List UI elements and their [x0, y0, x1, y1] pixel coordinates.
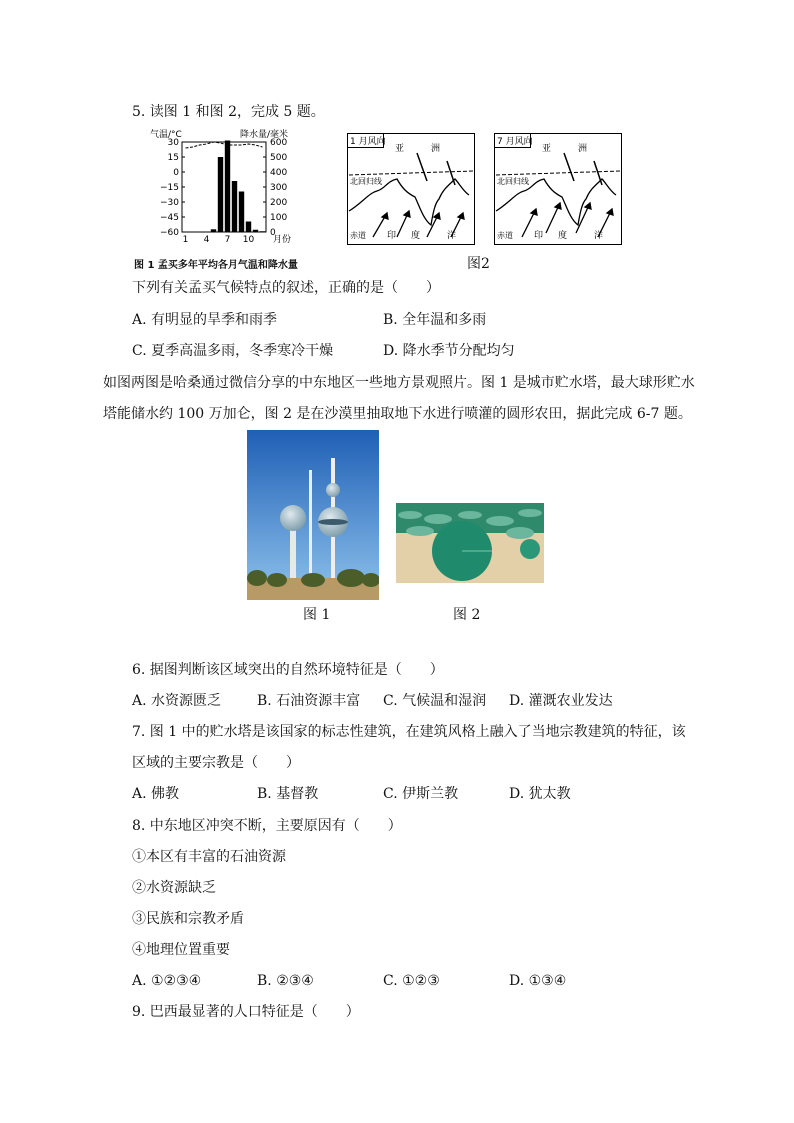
map-jul-ocean1: 印	[534, 231, 544, 241]
left-tick-label: −45	[160, 213, 179, 223]
map-jan-title: 1 月风向	[350, 137, 386, 147]
precip-bar	[246, 222, 251, 233]
right-axis-label: 降水量/毫米	[240, 130, 289, 140]
q7-line2: 区域的主要宗教是（ ）	[132, 755, 300, 771]
q8-stem: 8. 中东地区冲突不断，主要原因有（ ）	[132, 818, 402, 834]
map-jul-equator: 赤道	[497, 231, 513, 240]
right-tick-label: 200	[270, 198, 288, 208]
right-tick-label: 400	[270, 168, 288, 178]
q8-option-c: C. ①②③	[383, 973, 440, 989]
q8-option-a: A. ①②③④	[132, 973, 202, 989]
q5-stem: 5. 读图 1 和图 2，完成 5 题。	[132, 104, 325, 120]
x-tick-label: 4	[203, 235, 210, 245]
photo-circular-fields	[396, 503, 544, 583]
q7-option-d: D. 犹太教	[509, 786, 571, 802]
map-jan-asia2: 洲	[431, 144, 441, 154]
q8-item-2: ②水资源缺乏	[132, 880, 216, 896]
q7-option-a: A. 佛教	[132, 786, 180, 802]
left-axis-label: 气温/°C	[150, 130, 182, 140]
q9-stem: 9. 巴西最显著的人口特征是（ ）	[132, 1004, 360, 1020]
map-jan-ocean3: 洋	[447, 231, 457, 241]
right-tick-label: 500	[270, 153, 288, 163]
map-january	[347, 133, 475, 245]
left-tick-label: −15	[160, 183, 179, 193]
map-jul-asia: 亚	[542, 144, 552, 154]
map-jul-asia2: 洲	[578, 144, 588, 154]
precip-bar	[218, 157, 223, 232]
fig1-caption: 图 1 孟买多年平均各月气温和降水量	[134, 260, 298, 271]
map-jul-title: 7 月风向	[497, 137, 533, 147]
q7-option-c: C. 伊斯兰教	[383, 786, 459, 802]
map-jan-tropic: 北回归线	[350, 177, 382, 186]
photo2-caption: 图 2	[453, 607, 481, 623]
left-tick-label: 15	[167, 153, 179, 163]
x-tick-label: 1	[182, 235, 189, 245]
q7-option-b: B. 基督教	[257, 786, 319, 802]
photo-water-towers	[247, 430, 379, 600]
q8-option-b: B. ②③④	[257, 973, 314, 989]
temperature-line	[186, 142, 263, 148]
left-tick-label: −60	[160, 228, 179, 238]
intro-line1: 如图两图是哈桑通过微信分享的中东地区一些地方景观照片。图 1 是城市贮水塔，最大球形贮水	[103, 375, 695, 391]
map-jan-equator: 赤道	[350, 231, 366, 240]
left-tick-label: −30	[160, 198, 179, 208]
map-jan-ocean2: 度	[411, 231, 421, 241]
map-jul-ocean3: 洋	[594, 231, 604, 241]
q6-option-d: D. 灌溉农业发达	[509, 693, 613, 709]
q6-option-c: C. 气候温和湿润	[383, 693, 487, 709]
q5-question: 下列有关孟买气候特点的叙述，正确的是（ ）	[132, 280, 440, 296]
right-tick-label: 600	[270, 138, 288, 148]
map-jul-ocean2: 度	[558, 231, 568, 241]
q6-option-b: B. 石油资源丰富	[257, 693, 361, 709]
q5-option-a: A. 有明显的旱季和雨季	[132, 312, 278, 328]
precip-bar	[232, 181, 237, 232]
map-jan-ocean1: 印	[387, 231, 397, 241]
right-tick-label: 0	[270, 228, 276, 238]
q6-option-a: A. 水资源匮乏	[132, 693, 222, 709]
q8-option-d: D. ①③④	[509, 973, 567, 989]
precip-bar	[260, 231, 265, 232]
q5-option-c: C. 夏季高温多雨，冬季寒冷干燥	[132, 343, 334, 359]
q5-option-d: D. 降水季节分配均匀	[383, 343, 515, 359]
plot-frame	[182, 142, 266, 232]
right-tick-label: 100	[270, 213, 288, 223]
precip-bar	[211, 229, 216, 232]
intro-line2: 塔能储水约 100 万加仑，图 2 是在沙漠里抽取地下水进行喷灌的圆形农田，据此完成 6-7 题。	[103, 406, 692, 422]
left-ticks	[160, 138, 185, 238]
x-tick-label: 10	[242, 235, 255, 245]
map-jul-tropic: 北回归线	[497, 177, 529, 186]
q6-stem: 6. 据图判断该区域突出的自然环境特征是（ ）	[132, 662, 444, 678]
precip-bar	[253, 230, 258, 232]
left-tick-label: 30	[167, 138, 179, 148]
precip-bar	[225, 141, 230, 233]
photo1-caption: 图 1	[303, 607, 331, 623]
fig2-caption: 图2	[467, 256, 490, 272]
precip-bars	[183, 141, 265, 233]
left-tick-label: 0	[173, 168, 179, 178]
precip-bar	[239, 192, 244, 233]
q8-item-4: ④地理位置重要	[132, 942, 230, 958]
map-jan-asia: 亚	[395, 144, 405, 154]
map-july	[494, 133, 622, 245]
q5-option-b: B. 全年温和多雨	[383, 312, 487, 328]
right-ticks	[263, 138, 287, 238]
right-tick-label: 300	[270, 183, 288, 193]
climate-chart	[140, 128, 335, 246]
x-ticks	[183, 235, 255, 245]
q8-item-1: ①本区有丰富的石油资源	[132, 849, 286, 865]
x-tick-label: 7	[224, 235, 231, 245]
q7-line1: 7. 图 1 中的贮水塔是该国家的标志性建筑，在建筑风格上融入了当地宗教建筑的特征，该	[132, 724, 686, 740]
q8-item-3: ③民族和宗教矛盾	[132, 911, 244, 927]
x-unit: 月份	[273, 235, 292, 245]
